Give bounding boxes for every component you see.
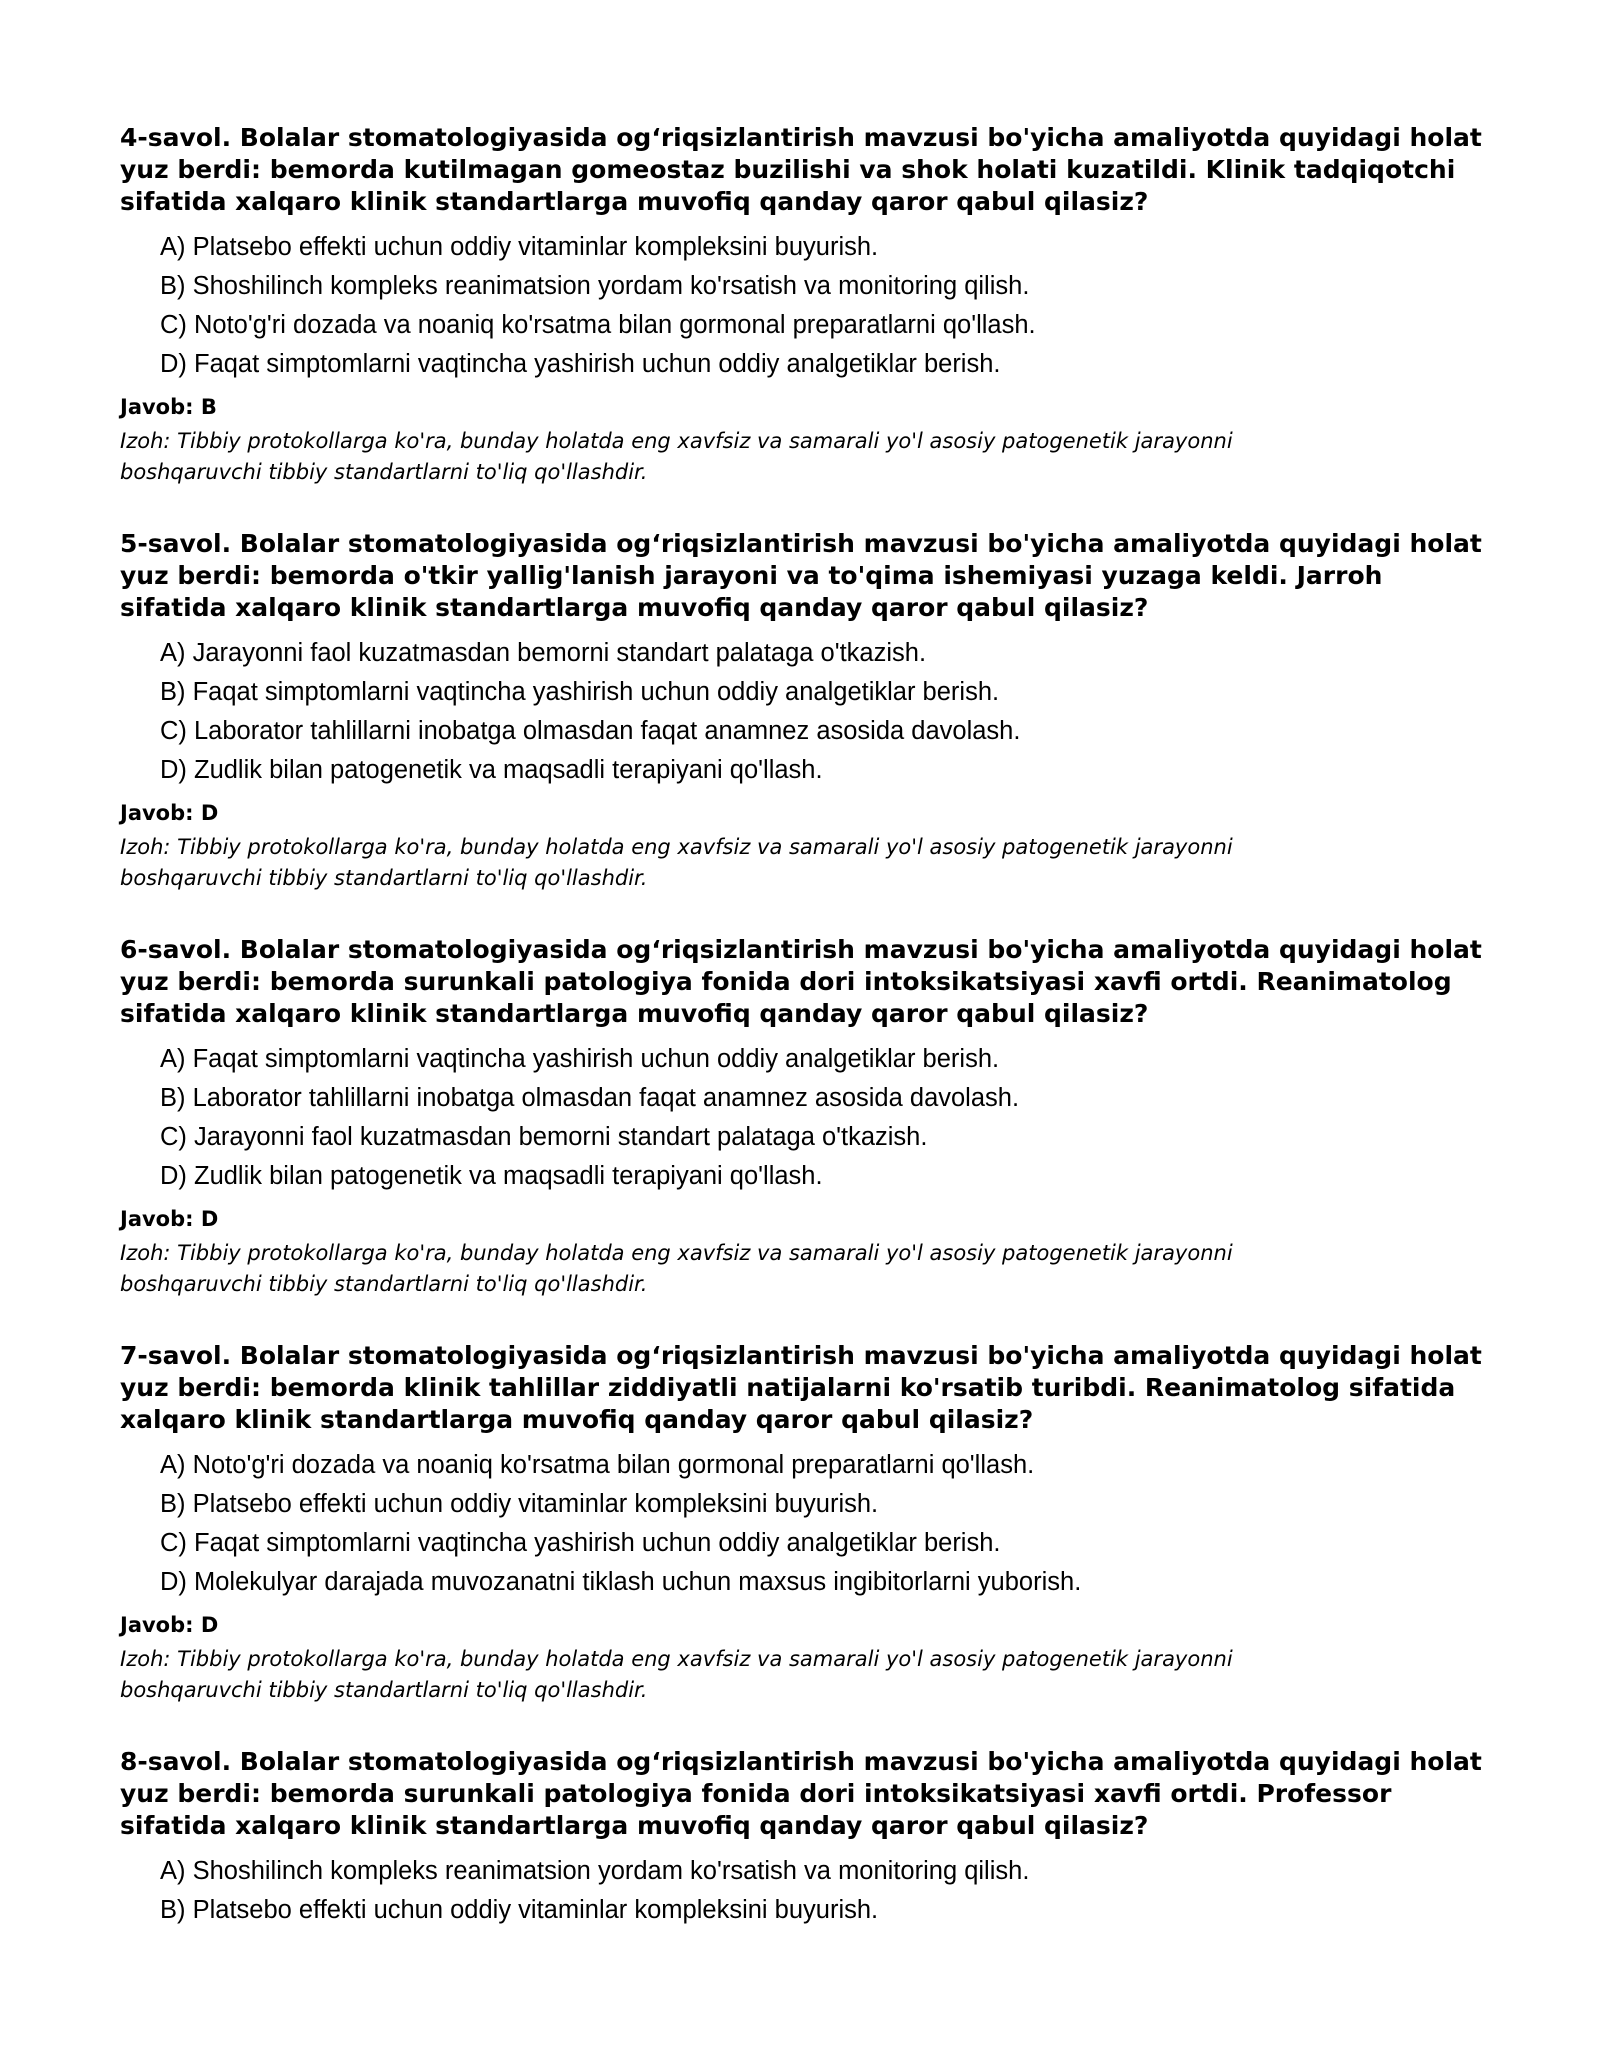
option-b: B) Shoshilinch kompleks reanimatsion yordam ko'rsatish va monitoring qilish. [160, 272, 1030, 300]
option-d: D) Molekulyar darajada muvozanatni tiklash uchun maxsus ingibitorlarni yuborish. [160, 1568, 1082, 1596]
option-c: C) Laborator tahlillarni inobatga olmasdan faqat anamnez asosida davolash. [160, 717, 1021, 745]
explanation-note: Izoh: Tibbiy protokollarga ko'ra, bunday holatda eng xavfsiz va samarali yo'l asosiy patogenetik jarayonni boshqaruvchi tibbiy standartlarni to'liq qo'llashdir. [120, 835, 1233, 890]
options-list [120, 1446, 1490, 1602]
options-list [120, 1852, 1490, 1930]
explanation-note: Izoh: Tibbiy protokollarga ko'ra, bunday holatda eng xavfsiz va samarali yo'l asosiy patogenetik jarayonni boshqaruvchi tibbiy standartlarni to'liq qo'llashdir. [120, 1647, 1233, 1702]
question-7 [120, 1340, 1490, 1706]
answer-label: Javob: B [120, 395, 217, 419]
answer-label: Javob: D [120, 1207, 219, 1231]
options-list [120, 228, 1490, 384]
document-page [120, 122, 1490, 1970]
option-c: C) Faqat simptomlarni vaqtincha yashirish uchun oddiy analgetiklar berish. [160, 1529, 1001, 1557]
option-b: B) Faqat simptomlarni vaqtincha yashirish uchun oddiy analgetiklar berish. [160, 678, 1000, 706]
option-b: B) Laborator tahlillarni inobatga olmasdan faqat anamnez asosida davolash. [160, 1084, 1020, 1112]
answer-label: Javob: D [120, 1613, 219, 1637]
question-4 [120, 122, 1490, 488]
option-d: D) Zudlik bilan patogenetik va maqsadli terapiyani qo'llash. [160, 756, 823, 784]
option-b: B) Platsebo effekti uchun oddiy vitaminlar kompleksini buyurish. [160, 1896, 879, 1924]
question-5 [120, 528, 1490, 894]
option-a: A) Noto'g'ri dozada va noaniq ko'rsatma bilan gormonal preparatlarni qo'llash. [160, 1451, 1035, 1479]
question-6 [120, 934, 1490, 1300]
option-a: A) Platsebo effekti uchun oddiy vitaminlar kompleksini buyurish. [160, 233, 879, 261]
question-title: 6-savol. Bolalar stomatologiyasida og‘riqsizlantirish mavzusi bo'yicha amaliyotda quyidagi holat yuz berdi: bemorda surunkali patologiya fonida dori intoksikatsiyasi xavfi ortdi. Reanimatolog sifatida xalqaro klinik standartlarga muvofiq qanday qaror qabul qilasiz? [120, 935, 1482, 1028]
option-c: C) Jarayonni faol kuzatmasdan bemorni standart palataga o'tkazish. [160, 1123, 928, 1151]
explanation-note: Izoh: Tibbiy protokollarga ko'ra, bunday holatda eng xavfsiz va samarali yo'l asosiy patogenetik jarayonni boshqaruvchi tibbiy standartlarni to'liq qo'llashdir. [120, 1241, 1233, 1296]
option-a: A) Faqat simptomlarni vaqtincha yashirish uchun oddiy analgetiklar berish. [160, 1045, 1000, 1073]
question-title: 4-savol. Bolalar stomatologiyasida og‘riqsizlantirish mavzusi bo'yicha amaliyotda quyidagi holat yuz berdi: bemorda kutilmagan gomeostaz buzilishi va shok holati kuzatildi. Klinik tadqiqotchi sifatida xalqaro klinik standartlarga muvofiq qanday qaror qabul qilasiz? [120, 123, 1482, 216]
option-b: B) Platsebo effekti uchun oddiy vitaminlar kompleksini buyurish. [160, 1490, 879, 1518]
option-d: D) Zudlik bilan patogenetik va maqsadli terapiyani qo'llash. [160, 1162, 823, 1190]
question-title: 5-savol. Bolalar stomatologiyasida og‘riqsizlantirish mavzusi bo'yicha amaliyotda quyidagi holat yuz berdi: bemorda o'tkir yallig'lanish jarayoni va to'qima ishemiyasi yuzaga keldi. Jarroh sifatida xalqaro klinik standartlarga muvofiq qanday qaror qabul qilasiz? [120, 529, 1482, 622]
option-c: C) Noto'g'ri dozada va noaniq ko'rsatma bilan gormonal preparatlarni qo'llash. [160, 311, 1036, 339]
option-a: A) Shoshilinch kompleks reanimatsion yordam ko'rsatish va monitoring qilish. [160, 1857, 1030, 1885]
question-title: 7-savol. Bolalar stomatologiyasida og‘riqsizlantirish mavzusi bo'yicha amaliyotda quyidagi holat yuz berdi: bemorda klinik tahlillar ziddiyatli natijalarni ko'rsatib turibdi. Reanimatolog sifatida xalqaro klinik standartlarga muvofiq qanday qaror qabul qilasiz? [120, 1341, 1482, 1434]
question-8 [120, 1746, 1490, 1930]
options-list [120, 634, 1490, 790]
option-a: A) Jarayonni faol kuzatmasdan bemorni standart palataga o'tkazish. [160, 639, 927, 667]
explanation-note: Izoh: Tibbiy protokollarga ko'ra, bunday holatda eng xavfsiz va samarali yo'l asosiy patogenetik jarayonni boshqaruvchi tibbiy standartlarni to'liq qo'llashdir. [120, 429, 1233, 484]
answer-label: Javob: D [120, 801, 219, 825]
options-list [120, 1040, 1490, 1196]
question-title: 8-savol. Bolalar stomatologiyasida og‘riqsizlantirish mavzusi bo'yicha amaliyotda quyidagi holat yuz berdi: bemorda surunkali patologiya fonida dori intoksikatsiyasi xavfi ortdi. Professor sifatida xalqaro klinik standartlarga muvofiq qanday qaror qabul qilasiz? [120, 1747, 1482, 1840]
option-d: D) Faqat simptomlarni vaqtincha yashirish uchun oddiy analgetiklar berish. [160, 350, 1001, 378]
